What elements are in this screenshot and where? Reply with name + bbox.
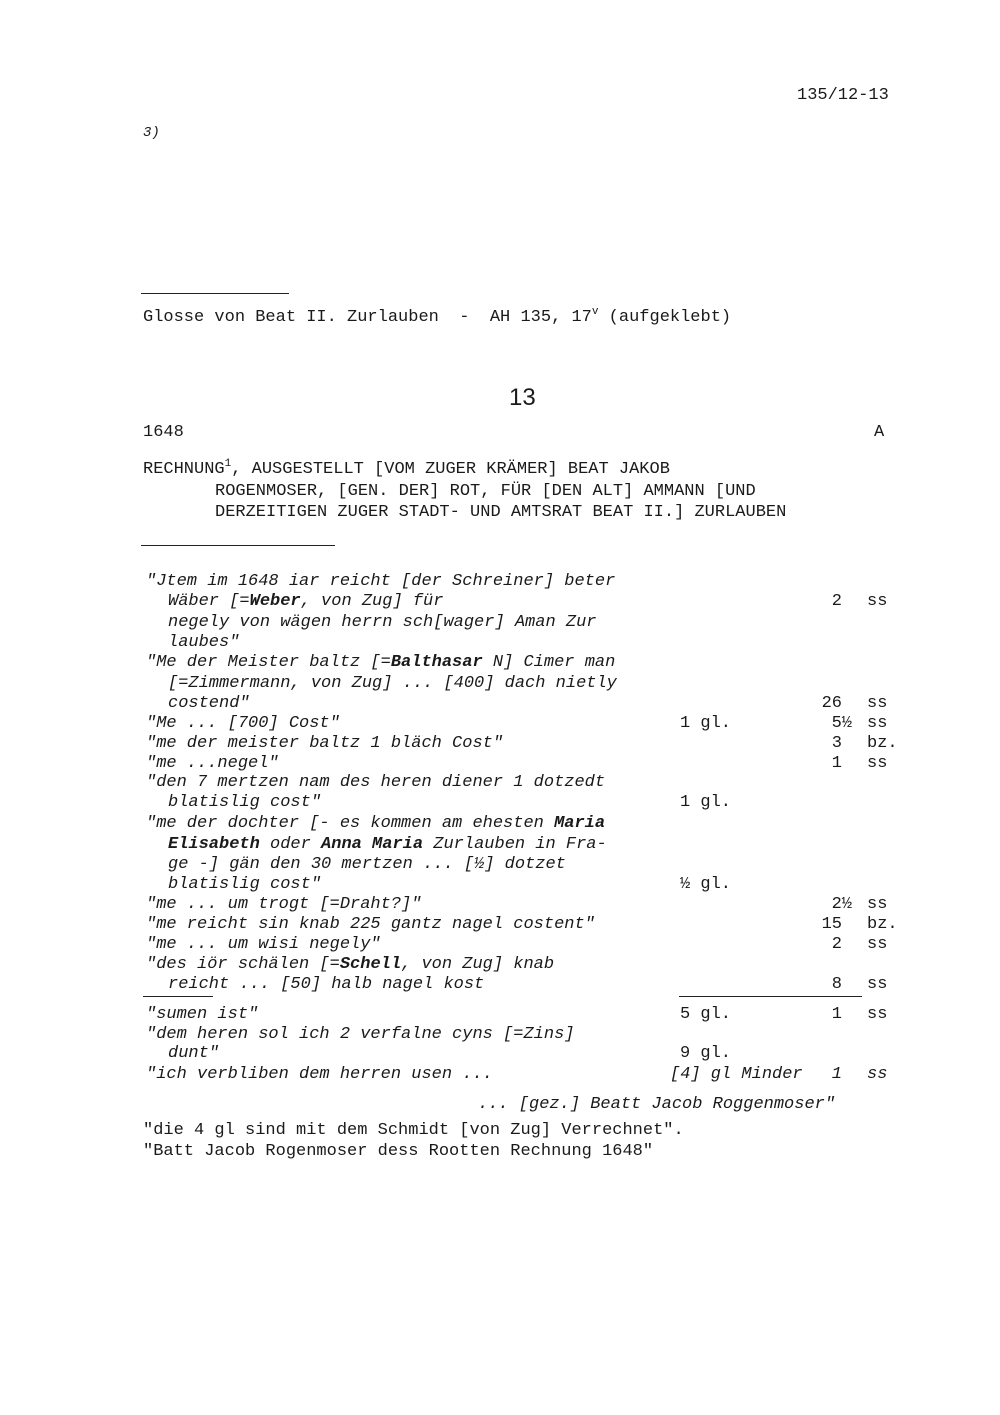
entry-2-line-2: [=Zimmermann, von Zug] ... [400] dach nietly — [168, 674, 617, 693]
entry-13-amount: 1 — [831, 1065, 842, 1084]
entry-3-text: "Me ... [700] Cost" — [146, 714, 340, 733]
entry-10-amount: 2 — [831, 935, 842, 954]
entry-7-gulden: ½ gl. — [680, 875, 732, 894]
entry-8-text: "me ... um trogt [=Draht?]" — [146, 895, 422, 914]
heading-line-3: DERZEITIGEN ZUGER STADT- UND AMTSRAT BEAT II.] ZURLAUBEN — [215, 503, 787, 522]
heading-line-2: ROGENMOSER, [GEN. DER] ROT, FÜR [DEN ALT] AMMANN [UND — [215, 482, 756, 501]
entry-12-line-2: dunt" — [168, 1044, 220, 1063]
entry-1-line-4: laubes" — [168, 633, 240, 652]
sum-rule-right — [679, 996, 862, 997]
entry-9-unit: bz. — [867, 915, 898, 934]
entry-11-line-2: reicht ... [50] halb nagel kost — [168, 975, 485, 994]
entry-2-line-1: "Me der Meister baltz [=Balthasar N] Cimer man — [146, 653, 616, 672]
entry-13-unit: ss — [867, 1065, 888, 1084]
entry-1-amount: 2 — [831, 592, 842, 611]
note-line-1: "die 4 gl sind mit dem Schmidt [von Zug] Verrechnet". — [143, 1121, 684, 1140]
entry-13-gulden: [4] gl Minder — [670, 1065, 803, 1084]
entry-9-amount: 15 — [821, 915, 842, 934]
entry-8-amount: 2½ — [831, 895, 852, 914]
note-line-2: "Batt Jacob Rogenmoser dess Rootten Rechnung 1648" — [143, 1142, 654, 1161]
signature: ... [gez.] Beatt Jacob Roggenmoser" — [478, 1095, 836, 1114]
footnote-rule — [141, 293, 289, 294]
entry-7-line-1: "me der dochter [- es kommen am ehesten Maria — [146, 814, 606, 833]
entry-11-amount: 8 — [831, 975, 842, 994]
entry-3-amount: 5½ — [831, 714, 852, 733]
entry-12-gulden: 9 gl. — [680, 1044, 732, 1063]
page-reference: 135/12-13 — [797, 86, 889, 105]
entry-6-line-1: "den 7 mertzen nam des heren diener 1 dotzedt — [146, 773, 606, 792]
entry-4-unit: bz. — [867, 734, 898, 753]
footnote-mark: 3) — [143, 125, 160, 141]
document-year: 1648 — [143, 423, 184, 442]
sum-gulden: 5 gl. — [680, 1005, 732, 1024]
entry-11-unit: ss — [867, 975, 888, 994]
sum-text: "sumen ist" — [146, 1005, 259, 1024]
entry-1-line-2: Wäber [=Weber, von Zug] für — [168, 592, 444, 611]
entry-5-amount: 1 — [831, 754, 842, 773]
entry-3-gulden: 1 gl. — [680, 714, 732, 733]
entry-5-unit: ss — [867, 754, 888, 773]
sum-amount: 1 — [831, 1005, 842, 1024]
entry-7-line-4: blatislig cost" — [168, 875, 322, 894]
entry-1-unit: ss — [867, 592, 888, 611]
entry-11-line-1: "des iör schälen [=Schell, von Zug] knab — [146, 955, 555, 974]
heading-line-1: RECHNUNG$^1$, AUSGESTELLT [VOM ZUGER KRÄMER] BEAT JAKOB — [143, 458, 670, 479]
entry-7-line-3: ge -] gän den 30 mertzen ... [½] dotzet — [168, 855, 566, 874]
entry-10-text: "me ... um wisi negely" — [146, 935, 381, 954]
entry-3-unit: ss — [867, 714, 888, 733]
entry-6-line-2: blatislig cost" — [168, 793, 322, 812]
entry-12-line-1: "dem heren sol ich 2 verfalne cyns [=Zins] — [146, 1025, 575, 1044]
entry-5-text: "me ...negel" — [146, 754, 279, 773]
document-letter: A — [874, 423, 885, 442]
entry-8-unit: ss — [867, 895, 888, 914]
sum-rule-left — [143, 996, 213, 997]
entry-4-text: "me der meister baltz 1 bläch Cost" — [146, 734, 504, 753]
sum-unit: ss — [867, 1005, 888, 1024]
document-number: 13 — [509, 384, 536, 411]
entry-1-line-1: "Jtem im 1648 iar reicht [der Schreiner] beter — [146, 572, 616, 591]
entry-7-line-2: Elisabeth oder Anna Maria Zurlauben in Fra- — [168, 835, 607, 854]
entry-1-line-3: negely von wägen herrn sch[wager] Aman Zur — [168, 613, 597, 632]
gloss-line: Glosse von Beat II. Zurlauben - AH 135, 17$^v$ (aufgeklebt) — [143, 306, 732, 327]
entry-2-amount: 26 — [821, 694, 842, 713]
entry-10-unit: ss — [867, 935, 888, 954]
entry-6-gulden: 1 gl. — [680, 793, 732, 812]
entry-13-text: "ich verbliben dem herren usen ... — [146, 1065, 493, 1084]
entry-2-line-3: costend" — [168, 694, 250, 713]
entry-2-unit: ss — [867, 694, 888, 713]
entry-9-text: "me reicht sin knab 225 gantz nagel costent" — [146, 915, 595, 934]
entry-4-amount: 3 — [831, 734, 842, 753]
heading-rule — [141, 545, 335, 546]
